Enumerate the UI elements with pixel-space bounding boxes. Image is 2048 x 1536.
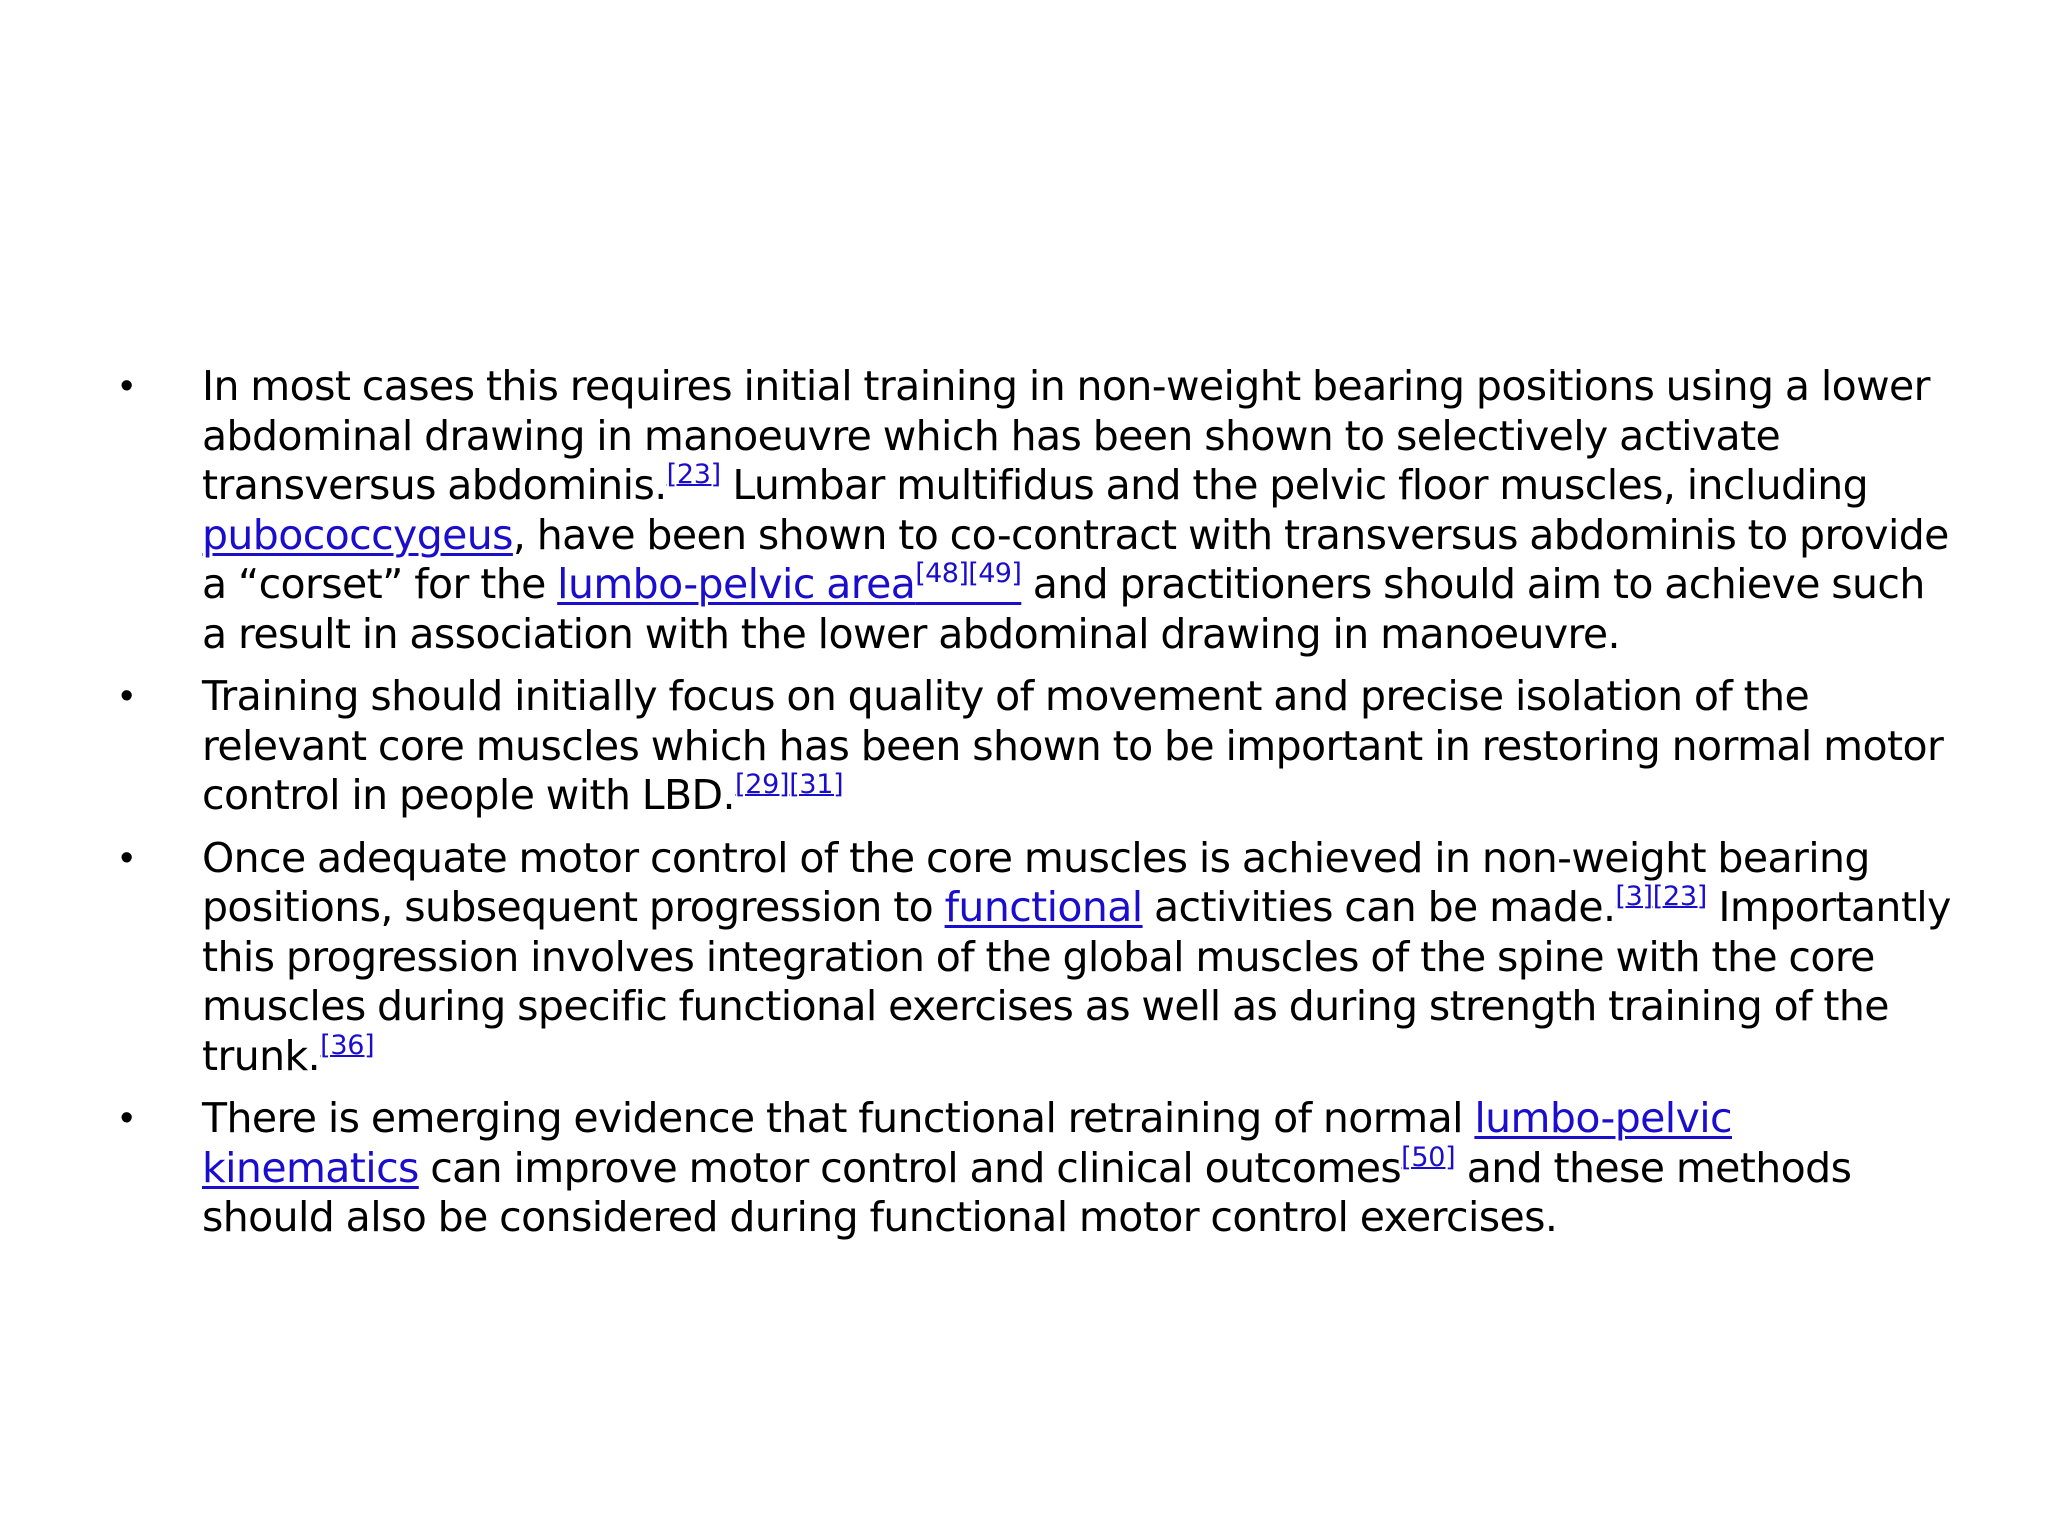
bullet-item-3 [0, 834, 1952, 1082]
bullet-text: can improve motor control and clinical outcomes [418, 1143, 1402, 1192]
bullet-icon: • [120, 675, 133, 717]
citation-link[interactable]: [36] [320, 1029, 375, 1061]
bullet-text: Once adequate motor control of the core muscles is achieved in non-weight bearing positions, subsequent progression to [202, 833, 1870, 931]
bullet-list [0, 362, 2048, 1256]
lumbo-pelvic-area-link[interactable] [557, 560, 1021, 608]
link-label: lumbo-pelvic area [557, 560, 916, 608]
bullet-text: , have been shown to co-contract with transversus abdominis to provide a “corset” for the [202, 510, 1949, 608]
lumbo-pelvic-kinematics-link[interactable]: lumbo-pelvic kinematics [202, 1094, 1732, 1192]
citation-link[interactable]: [48][49] [915, 558, 1022, 589]
bullet-text: In most cases this requires initial training in non-weight bearing positions using a lower abdominal drawing in manoeuvre which has been shown to selectively activate transversus abdominis. [202, 362, 1930, 509]
citation-link[interactable]: [50] [1401, 1141, 1456, 1173]
citation-link[interactable]: [3][23] [1615, 881, 1707, 912]
functional-link[interactable]: functional [944, 883, 1143, 931]
pubococcygeus-link[interactable]: pubococcygeus [202, 510, 513, 559]
bullet-icon: • [120, 365, 133, 407]
bullet-text: and these methods should also be considered during functional motor control exercises. [202, 1143, 1852, 1241]
bullet-text: activities can be made. [1142, 883, 1616, 931]
bullet-item-4 [0, 1094, 1952, 1243]
bullet-item-1 [0, 362, 1952, 659]
bullet-text: and practitioners should aim to achieve such a result in association with the lower abdominal drawing in manoeuvre. [202, 560, 1925, 658]
bullet-text: Training should initially focus on quality of movement and precise isolation of the relevant core muscles which has been shown to be important in restoring normal motor control in people with LBD. [202, 672, 1944, 819]
bullet-text: Importantly this progression involves integration of the global muscles of the spine with the core muscles during specific functional exercises as well as during strength training of the trunk. [202, 883, 1951, 1080]
bullet-icon: • [120, 836, 133, 879]
bullet-text: Lumbar multifidus and the pelvic floor muscles, including [720, 461, 1869, 509]
bullet-item-2 [0, 672, 1952, 821]
bullet-text: There is emerging evidence that functional retraining of normal [202, 1094, 1475, 1142]
bullet-icon: • [120, 1097, 133, 1139]
citation-link[interactable]: [29][31] [734, 769, 844, 800]
citation-link[interactable]: [23] [666, 459, 721, 490]
